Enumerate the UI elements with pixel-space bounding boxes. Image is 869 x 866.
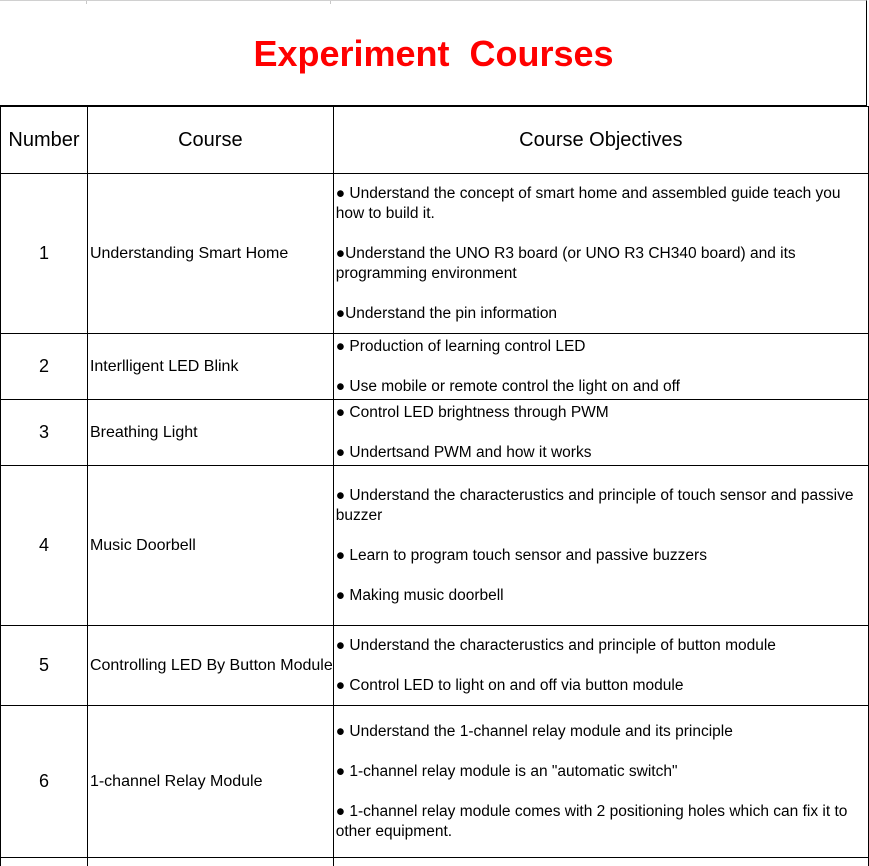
objective-item: ● Understand the characterustics and principle of touch sensor and passive buzzer [335, 486, 854, 524]
row-number[interactable]: 6 [1, 706, 88, 858]
objective-item: ● Control LED brightness through PWM [335, 403, 609, 421]
course-table [0, 106, 869, 866]
objective-item: ● Understand the characterustics and principle of button module [335, 636, 776, 654]
header-course[interactable]: Course [87, 107, 333, 174]
row-course[interactable]: Controlling LED By Button Module [87, 626, 333, 706]
row-objectives[interactable] [333, 466, 868, 626]
objective-item: ● Making music doorbell [335, 586, 504, 604]
table-row-partial [1, 858, 869, 866]
table-row [1, 334, 869, 400]
objective-item: ● Production of learning control LED [335, 337, 586, 355]
table-row [1, 706, 869, 858]
row-number[interactable]: 2 [1, 334, 88, 400]
table-row [1, 174, 869, 334]
header-objectives[interactable]: Course Objectives [333, 107, 868, 174]
row-number[interactable]: 4 [1, 466, 88, 626]
objective-item: ● Use mobile or remote control the light on and off [335, 377, 680, 395]
grid-line [86, 1, 87, 4]
table-row [1, 626, 869, 706]
objective-item: ● 1-channel relay module comes with 2 positioning holes which can fix it to other equipment. [335, 802, 848, 840]
row-objectives[interactable] [333, 334, 868, 400]
grid-line [330, 1, 331, 4]
objective-item: ●Understand the UNO R3 board (or UNO R3 CH340 board) and its programming environment [335, 244, 796, 282]
objective-item: ● Learn to program touch sensor and passive buzzers [335, 546, 707, 564]
objective-item: ● 1-channel relay module is an "automatic switch" [335, 762, 678, 780]
row-objectives[interactable] [333, 626, 868, 706]
row-course[interactable]: Music Doorbell [87, 466, 333, 626]
row-course[interactable]: 1-channel Relay Module [87, 706, 333, 858]
row-course[interactable]: Interlligent LED Blink [87, 334, 333, 400]
row-objectives[interactable] [333, 706, 868, 858]
empty-cell[interactable] [87, 858, 333, 866]
page-title: Experiment Courses [253, 33, 614, 74]
objective-item: ●Understand the pin information [335, 304, 558, 322]
table-row [1, 466, 869, 626]
header-row [1, 107, 869, 174]
empty-cell[interactable] [1, 858, 88, 866]
objective-item: ● Understand the concept of smart home and assembled guide teach you how to build it. [335, 184, 841, 222]
row-number[interactable]: 1 [1, 174, 88, 334]
table-row [1, 400, 869, 466]
row-objectives[interactable] [333, 174, 868, 334]
objective-item: ● Control LED to light on and off via button module [335, 676, 684, 694]
objective-item: ● Undertsand PWM and how it works [335, 443, 592, 461]
objective-item: ● Understand the 1-channel relay module and its principle [335, 722, 733, 740]
row-objectives[interactable] [333, 400, 868, 466]
header-number[interactable]: Number [1, 107, 88, 174]
row-course[interactable]: Understanding Smart Home [87, 174, 333, 334]
title-row [0, 0, 867, 106]
row-number[interactable]: 3 [1, 400, 88, 466]
empty-cell[interactable] [333, 858, 868, 866]
row-course[interactable]: Breathing Light [87, 400, 333, 466]
row-number[interactable]: 5 [1, 626, 88, 706]
